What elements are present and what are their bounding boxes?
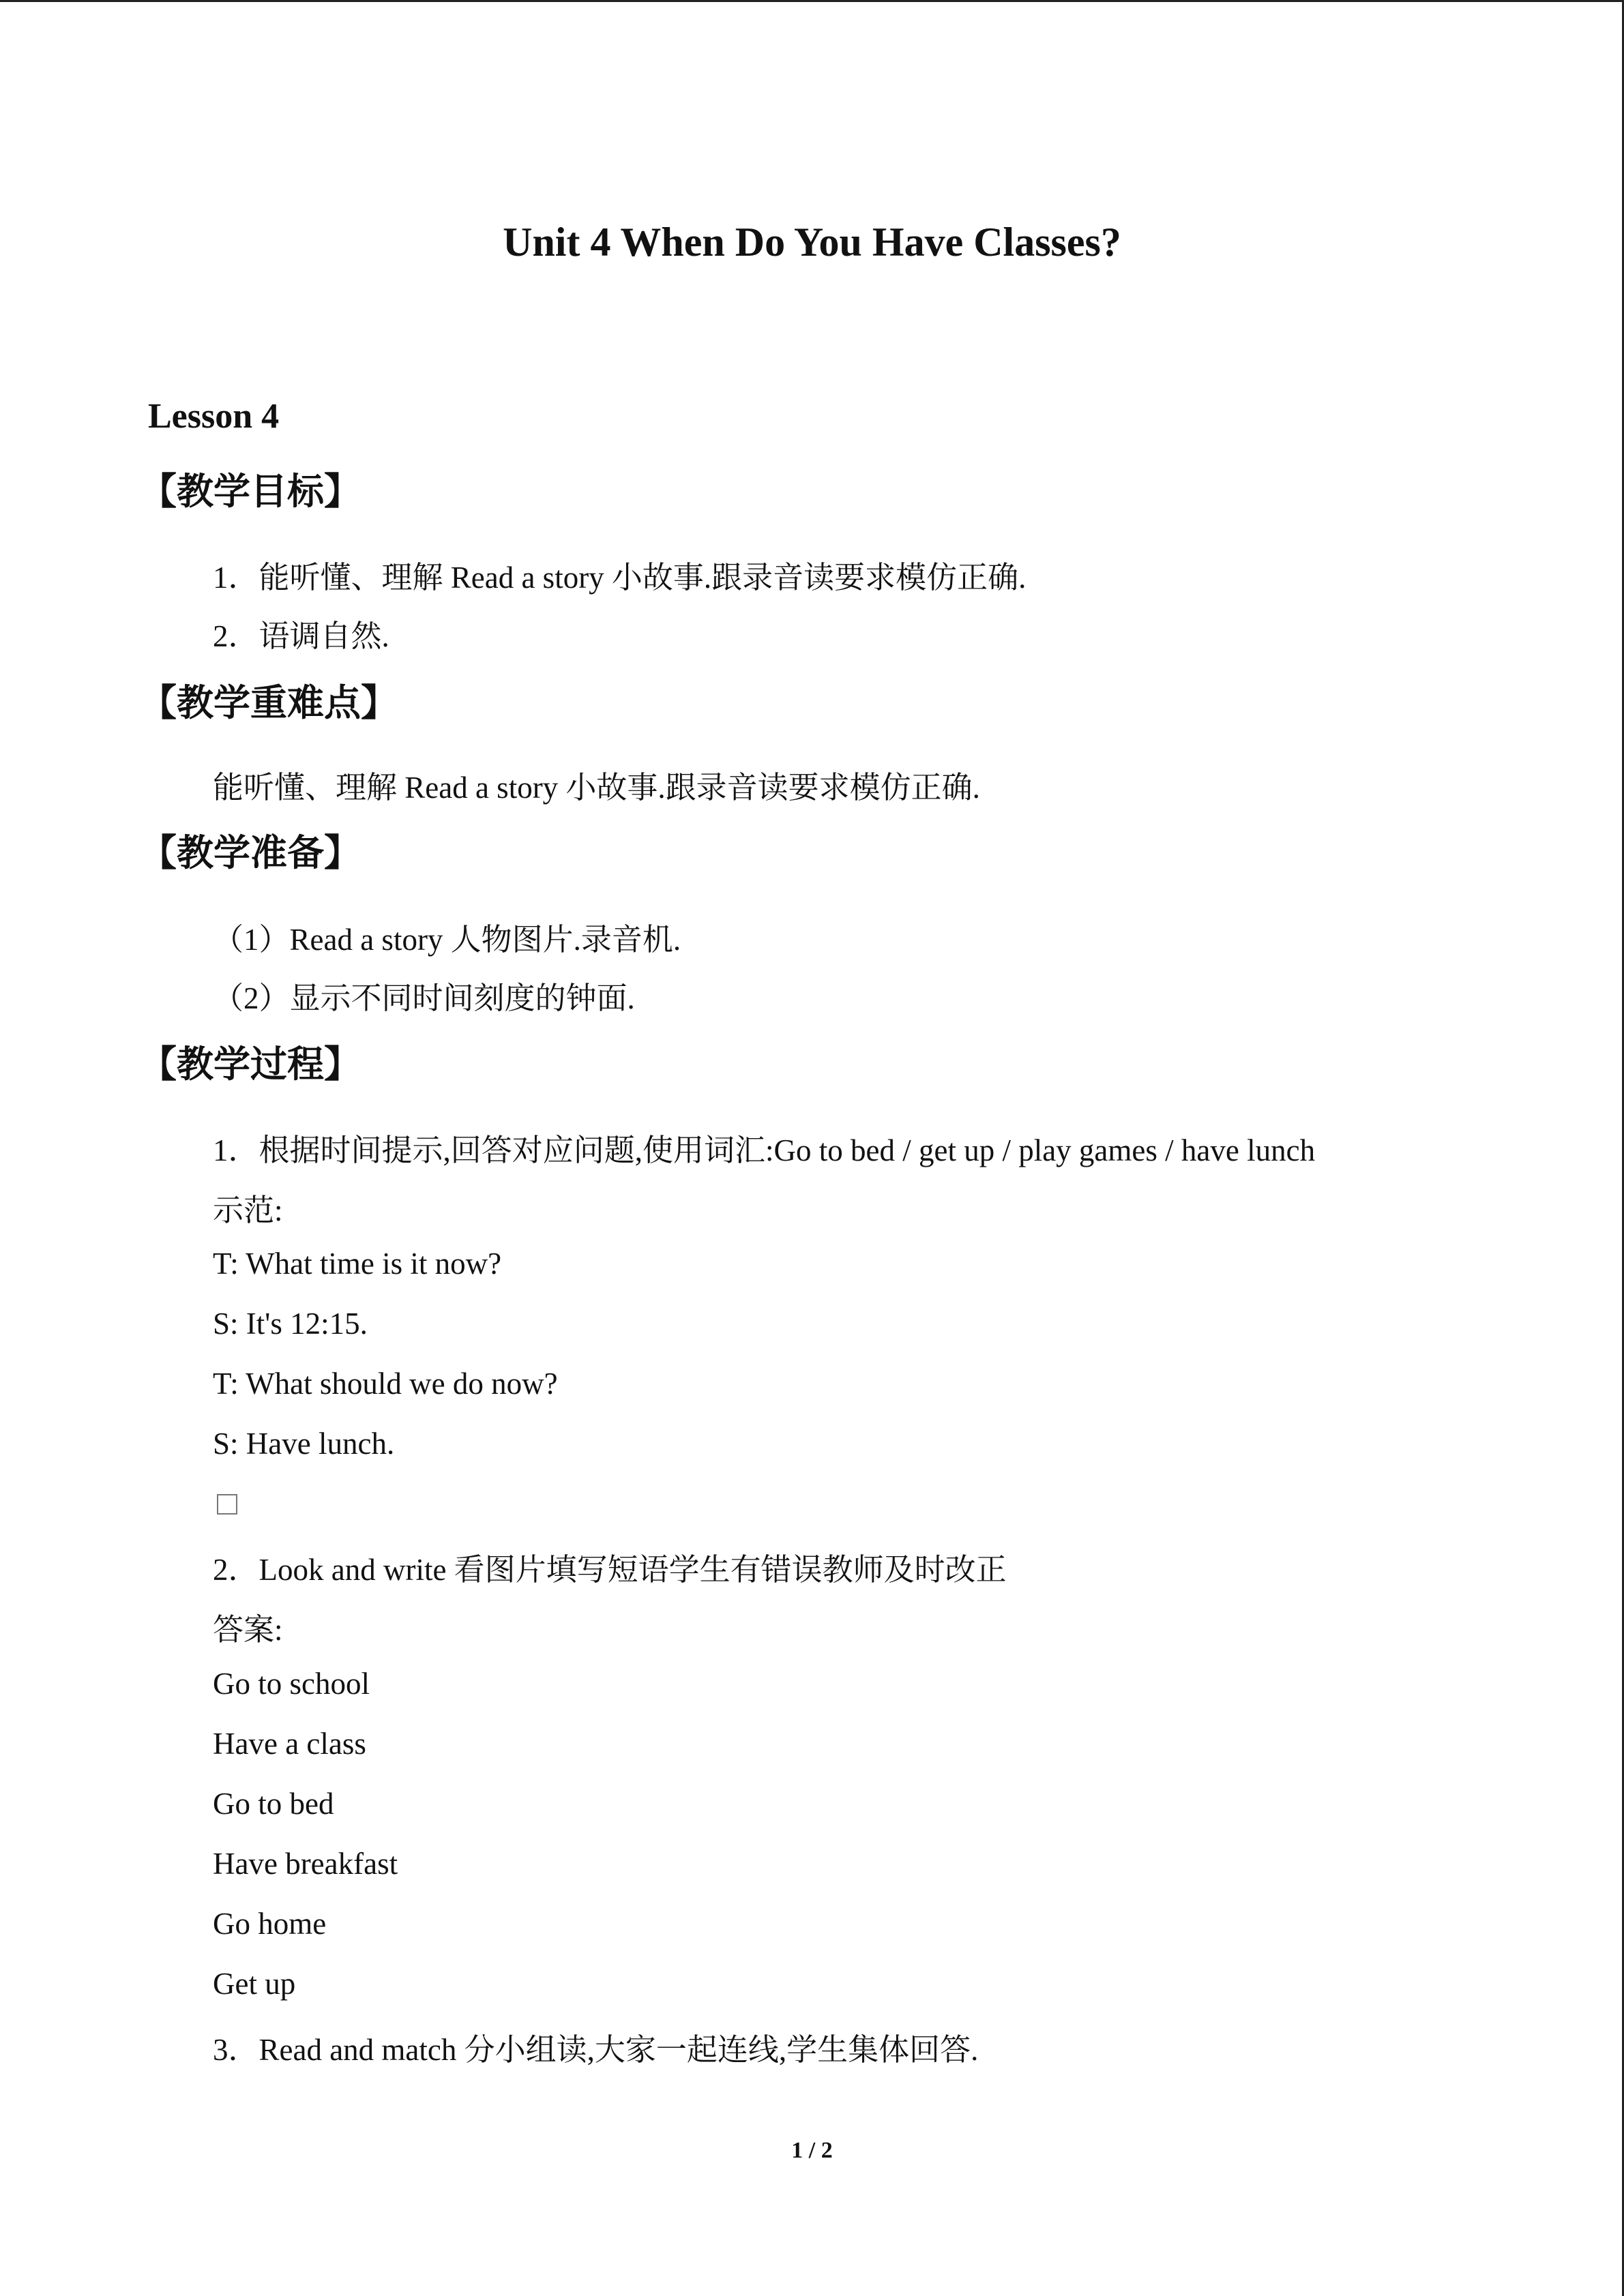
page-title: Unit 4 When Do You Have Classes? [503, 220, 1121, 265]
answer-item: Go to school [213, 1667, 370, 1701]
key-points-heading: 【教学重难点】 [140, 681, 398, 724]
dialogue-line: S: It's 12:15. [213, 1307, 368, 1341]
process-heading: 【教学过程】 [140, 1043, 361, 1086]
lesson-label: Lesson 4 [148, 397, 280, 436]
answer-label: 答案: [213, 1613, 283, 1647]
preparation-item-2: （2）显示不同时间刻度的钟面. [213, 981, 635, 1015]
answer-item: Get up [213, 1967, 296, 2001]
preparation-heading: 【教学准备】 [140, 831, 361, 874]
answer-item: Have a class [213, 1727, 366, 1761]
process-step-3: 3．Read and match 分小组读,大家一起连线,学生集体回答. [213, 2033, 979, 2067]
answer-item: Go home [213, 1907, 327, 1941]
page-number: 1 / 2 [791, 2138, 833, 2163]
objective-item-2: 2．语调自然. [213, 619, 389, 653]
objectives-heading: 【教学目标】 [140, 470, 361, 513]
objective-item-1: 1．能听懂、理解 Read a story 小故事.跟录音读要求模仿正确. [213, 561, 1027, 595]
process-step-1: 1．根据时间提示,回答对应问题,使用词汇:Go to bed / get up / play games / have lunch [213, 1133, 1316, 1167]
checkbox-placeholder [217, 1494, 237, 1515]
demo-label: 示范: [213, 1193, 283, 1227]
answer-item: Go to bed [213, 1787, 334, 1821]
process-step-2: 2．Look and write 看图片填写短语学生有错误教师及时改正 [213, 1553, 1007, 1587]
dialogue-line: T: What should we do now? [213, 1367, 558, 1401]
preparation-item-1: （1）Read a story 人物图片.录音机. [213, 923, 681, 957]
dialogue-line: T: What time is it now? [213, 1247, 502, 1281]
answer-item: Have breakfast [213, 1847, 398, 1881]
dialogue-line: S: Have lunch. [213, 1427, 395, 1461]
key-point-item: 能听懂、理解 Read a story 小故事.跟录音读要求模仿正确. [213, 771, 980, 805]
